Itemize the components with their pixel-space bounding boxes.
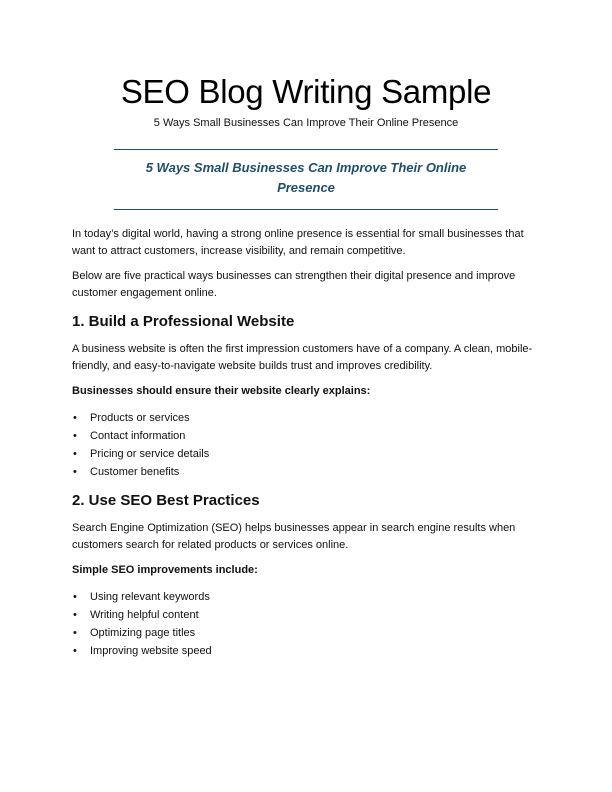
list-item-text: Products or services <box>90 412 190 424</box>
list-item-text: Customer benefits <box>90 466 180 478</box>
list-item <box>72 427 542 445</box>
list-item-text: Pricing or service details <box>90 448 210 460</box>
bullet-icon: • <box>73 645 77 657</box>
document-title: SEO Blog Writing Sample <box>120 73 492 110</box>
section-heading-2: 2. Use SEO Best Practices <box>72 492 260 509</box>
list-item <box>72 624 542 642</box>
list-item <box>72 606 542 624</box>
list-item-text: Optimizing page titles <box>90 627 196 639</box>
intro-paragraph-2: Below are five practical ways businesses can strengthen their digital presence and improve customer engagement online. <box>72 270 516 299</box>
quote-rule-bottom <box>114 209 498 210</box>
section-2-lead: Simple SEO improvements include: <box>72 564 258 576</box>
section-1-lead: Businesses should ensure their website clearly explains: <box>72 385 371 397</box>
intro-paragraph-1: In today’s digital world, having a strong online presence is essential for small businesses that want to attract customers, increase visibility, and remain competitive. <box>72 228 524 257</box>
section-2-list <box>72 588 542 660</box>
bullet-icon: • <box>73 466 77 478</box>
bullet-icon: • <box>73 591 77 603</box>
list-item-text: Writing helpful content <box>90 609 199 621</box>
pull-quote: 5 Ways Small Businesses Can Improve Their Online Presence <box>145 160 467 195</box>
list-item-text: Using relevant keywords <box>90 591 210 603</box>
bullet-icon: • <box>73 609 77 621</box>
quote-rule-top <box>114 149 498 150</box>
list-item <box>72 588 542 606</box>
section-2-paragraph: Search Engine Optimization (SEO) helps businesses appear in search engine results when customers search for related products or services online. <box>72 522 516 551</box>
article-body <box>72 226 542 666</box>
list-item-text: Contact information <box>90 430 186 442</box>
list-item-text: Improving website speed <box>90 645 212 657</box>
list-item <box>72 642 542 660</box>
section-1-list <box>72 409 542 481</box>
bullet-icon: • <box>73 448 77 460</box>
bullet-icon: • <box>73 412 77 424</box>
document-subtitle: 5 Ways Small Businesses Can Improve Their Online Presence <box>153 117 459 129</box>
list-item <box>72 409 542 427</box>
bullet-icon: • <box>73 430 77 442</box>
section-1-paragraph: A business website is often the first impression customers have of a company. A clean, mobile-friendly, and easy-to-navigate website builds trust and improves credibility. <box>72 343 533 372</box>
bullet-icon: • <box>73 627 77 639</box>
list-item <box>72 445 542 463</box>
section-heading-1: 1. Build a Professional Website <box>72 313 295 330</box>
list-item <box>72 463 542 481</box>
